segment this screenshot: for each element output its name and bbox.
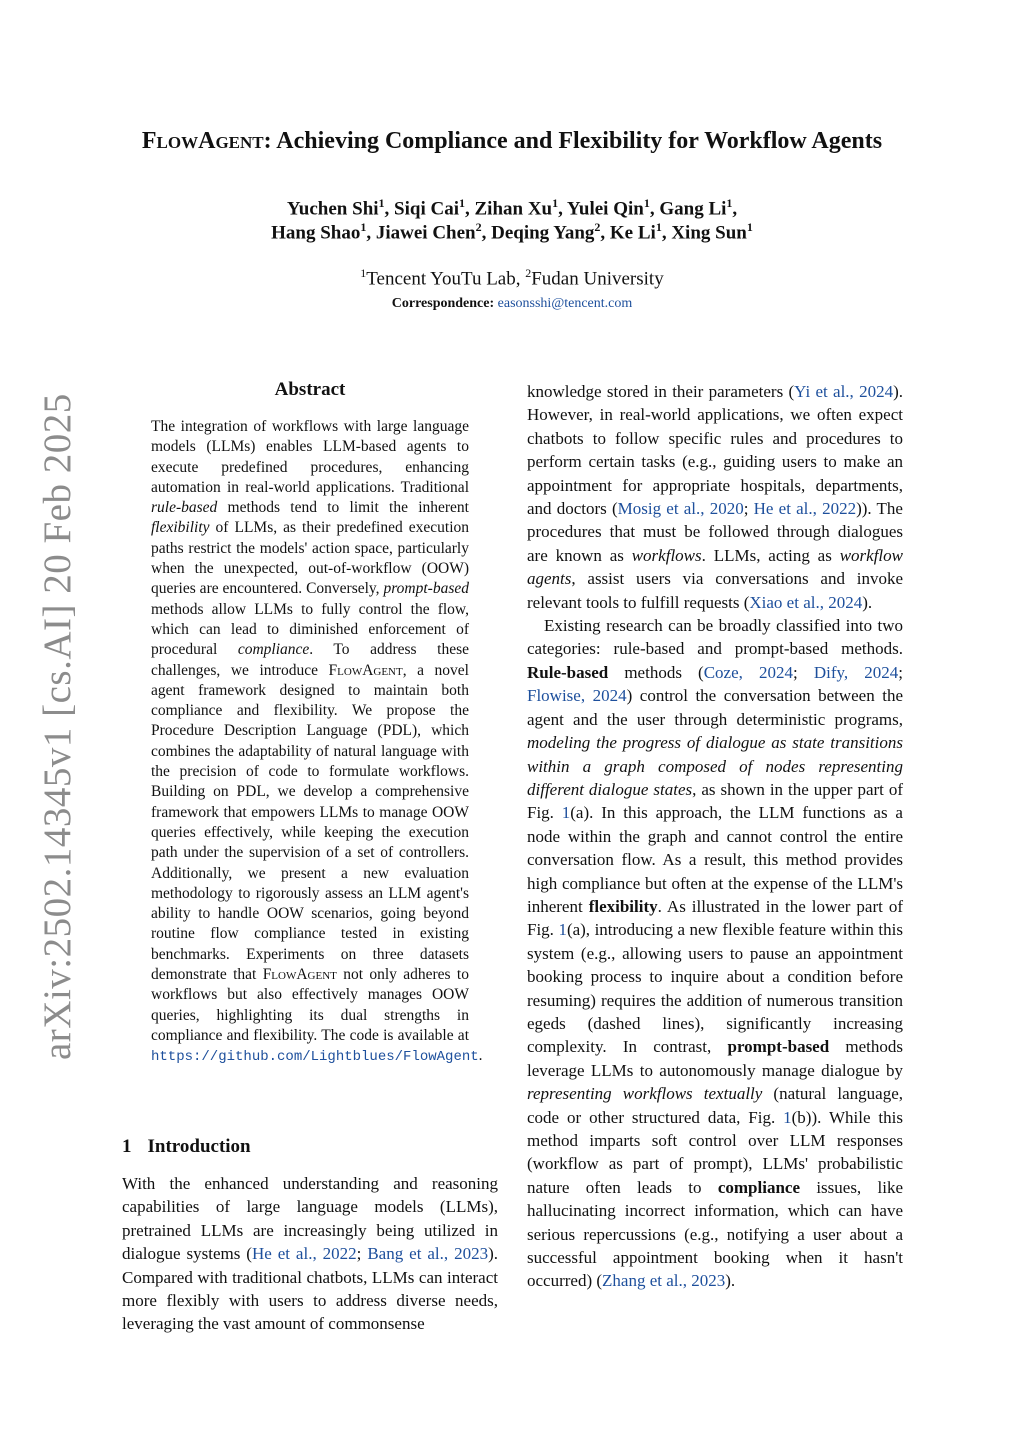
- affiliations: $^1$Tencent YouTu Lab, $^2$Fudan University: [360, 266, 664, 290]
- system-name: FlowAgent: [328, 661, 403, 679]
- abstract-heading: Abstract: [274, 379, 346, 400]
- authors-line-1: [0, 196, 1024, 220]
- author-affiliation-mark: 1: [726, 196, 733, 210]
- citation-link[interactable]: Yi et al., 2024: [794, 382, 894, 401]
- citation-link[interactable]: Flowise, 2024: [527, 686, 627, 706]
- figure-reference-link[interactable]: 1: [561, 803, 571, 823]
- author-name: Siqi Cai: [394, 198, 459, 220]
- citation-link[interactable]: Coze, 2024: [703, 662, 794, 682]
- citation-link[interactable]: Zhang et al., 2023: [602, 1271, 726, 1291]
- title-rest: : Achieving Compliance and Flexibility for Workflow Agents: [263, 128, 883, 154]
- author-affiliation-mark: 1: [655, 220, 662, 234]
- intro-paragraph-1-continued: knowledge stored in their parameters (Yi et al., 2024). However, in real-world applications, we often expect chatbots to follow specific rules and procedures to perform certain tasks (e.g., guiding users to make an appointment for appropriate hospitals, departments, and doctors (Mosig et al., 2020; He et al., 2022)). The procedures that must be followed through dialogues are known as workflows. LLMs, acting as workflow agents, assist users via conversations and invoke relevant tools to fulfill requests (Xiao et al., 2024).: [527, 382, 903, 612]
- section-number: 1: [122, 1136, 132, 1157]
- author-separator: ,: [481, 222, 492, 244]
- system-name: FlowAgent: [262, 966, 337, 984]
- correspondence: [0, 296, 1024, 312]
- citation-link[interactable]: Xiao et al., 2024: [749, 592, 863, 612]
- author-affiliation-mark: 2: [594, 220, 601, 234]
- author-separator: ,: [649, 198, 660, 220]
- authors-line-2: [0, 220, 1024, 244]
- author-name: Deqing Yang: [491, 222, 595, 244]
- intro-paragraph-1: With the enhanced understanding and reasoning capabilities of large language models (LLMs), pretrained LLMs are increasingly being utilized in dialogue systems (He et al., 2022; Bang et al., 2023). Compared with traditional chatbots, LLMs can interact more flexibly with users to address diverse needs, leveraging the vast amount of commonsense: [122, 1174, 498, 1334]
- correspondence-label: Correspondence:: [391, 296, 495, 311]
- author-separator: ,: [465, 198, 475, 220]
- author-name: Yuchen Shi: [286, 198, 379, 220]
- author-name: Zihan Xu: [474, 198, 553, 220]
- author-affiliation-mark: 1: [459, 196, 465, 210]
- author-name: Jiawei Chen: [375, 222, 476, 244]
- right-column: [527, 380, 903, 1293]
- title-system-name: FlowAgent: [141, 128, 264, 154]
- author-name: Gang Li: [659, 198, 727, 220]
- figure-reference-link[interactable]: 1: [558, 920, 567, 940]
- author-affiliation-mark: 1: [552, 196, 559, 210]
- section-title: Introduction: [147, 1136, 251, 1157]
- affiliation-name: Tencent YouTu Lab: [366, 268, 516, 290]
- author-separator: ,: [558, 198, 567, 220]
- arxiv-identifier-stamp: arXiv:2502.14345v1 [cs.AI] 20 Feb 2025: [36, 393, 79, 1060]
- citation-link[interactable]: He et al., 2022: [251, 1244, 357, 1264]
- author-separator: ,: [732, 198, 738, 220]
- correspondence-email-link[interactable]: easonsshi@tencent.com: [497, 296, 633, 311]
- author-separator: ,: [366, 222, 376, 244]
- author-affiliation-mark: 1: [643, 196, 650, 210]
- affiliation-mark: 1: [360, 266, 367, 280]
- citation-link[interactable]: Mosig et al., 2020: [617, 499, 744, 519]
- intro-paragraph-2: Existing research can be broadly classified into two categories: rule-based and prompt-based methods. Rule-based methods (Coze, 2024; Dify, 2024; Flowise, 2024) control the conversation between the agent and the user through deterministic programs, modeling the progress of dialogue as state transitions within a graph composed of nodes representing different dialogue states, as shown in the upper part of Fig. 1(a). In this approach, the LLM functions as a node within the graph and cannot control the entire conversation flow. As a result, this method provides high compliance but often at the expense of the LLM's inherent flexibility. As illustrated in the lower part of Fig. 1(a), introducing a new flexible feature within this system (e.g., allowing users to pause an appointment booking process to inquire about a condition before resuming) requires the addition of numerous transition egeds (dashed lines), significantly increasing complexity. In contrast, prompt-based methods leverage LLMs to autonomously manage dialogue by representing workflows textually (natural language, code or other structured data, Fig. 1(b)). While this method imparts soft control over LLM responses (workflow as part of prompt), LLMs' probabilistic nature often leads to compliance issues, like hallucinating incorrect information, which can have serious repercussions (e.g., notifying a user about a successful appointment booking when it hasn't occurred) (Zhang et al., 2023).: [527, 616, 904, 1291]
- author-name: Hang Shao: [271, 222, 361, 244]
- author-affiliation-mark: 1: [360, 220, 367, 234]
- code-url-link[interactable]: https://github.com/Lightblues/FlowAgent: [151, 1049, 479, 1066]
- author-affiliation-mark: 1: [746, 220, 753, 234]
- author-name: Ke Li: [609, 222, 656, 244]
- abstract-body: The integration of workflows with large language models (LLMs) enables LLM-based agents to execute predefined procedures, enhancing automation in real-world applications. Traditional rule-based methods tend to limit the inherent flexibility of LLMs, as their predefined execution paths restrict the models' action space, particularly when the unexpected, out-of-workflow (OOW) queries are encountered. Conversely, prompt-based methods allow LLMs to fully control the flow, which can lead to diminished enforcement of procedural compliance. To address these challenges, we introduce FlowAgent, a novel agent framework designed to maintain both compliance and flexibility. We propose the Procedure Description Language (PDL), which combines the adaptability of natural language with the precision of code to formulate workflows. Building on PDL, we develop a comprehensive framework that empowers LLMs to manage OOW queries effectively, while keeping the execution path under the supervision of a set of controllers. Additionally, we present a new evaluation methodology to rigorously assess an LLM agent's ability to handle OOW scenarios, going beyond routine flow compliance tested in existing benchmarks. Experiments on three datasets demonstrate that FlowAgent not only adheres to workflows but also effectively manages OOW queries, highlighting its dual strengths in compliance and flexibility. The code is available at https://github.com/Lightblues/FlowAgent.: [151, 418, 483, 1066]
- citation-link[interactable]: Dify, 2024: [813, 662, 899, 682]
- author-separator: ,: [600, 222, 610, 244]
- paper-title: [0, 128, 1024, 155]
- author-name: Xing Sun: [671, 222, 747, 244]
- citation-link[interactable]: He et al., 2022: [753, 499, 857, 519]
- section-heading-introduction: [122, 1136, 251, 1158]
- citation-link[interactable]: Bang et al., 2023: [367, 1244, 489, 1264]
- author-separator: ,: [661, 222, 672, 244]
- affiliation-name: Fudan University: [531, 268, 664, 290]
- author-name: Yulei Qin: [566, 198, 644, 220]
- author-separator: ,: [384, 198, 395, 220]
- figure-reference-link[interactable]: 1: [783, 1107, 792, 1127]
- author-affiliation-mark: 1: [378, 196, 385, 210]
- author-affiliation-mark: 2: [475, 220, 482, 234]
- affiliation-mark: 2: [525, 266, 532, 280]
